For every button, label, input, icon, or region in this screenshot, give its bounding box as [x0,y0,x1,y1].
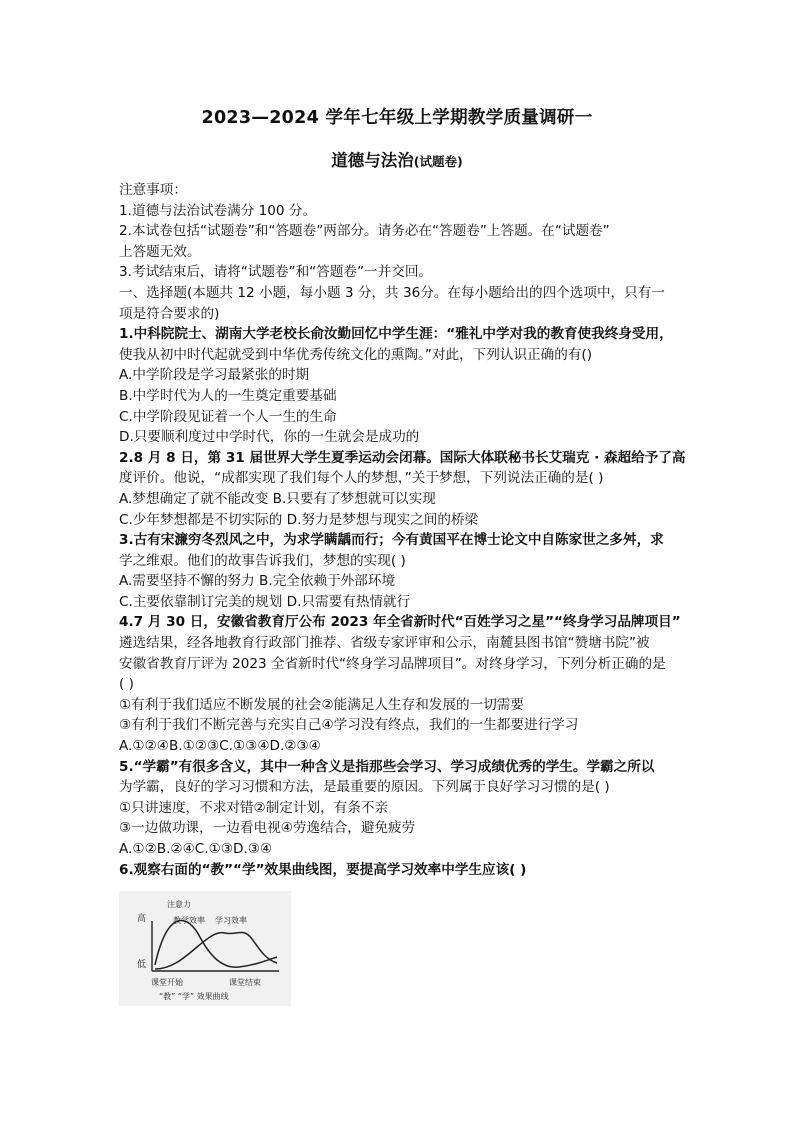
question-1-stem: 使我从初中时代起就受到中华优秀传统文化的熏陶。”对此，下列认识正确的有() [119,346,593,363]
question-3-stem: 学之维艰。他们的故事告诉我们，梦想的实现( ) [119,552,406,569]
question-1-option-c: C.中学阶段见证着一个人一生的生命 [119,408,337,425]
question-3-options-ab: A.需要坚持不懈的努力 B.完全依赖于外部环境 [119,573,396,590]
question-4-stem: 遴选结果，经各地教育行政部门推荐、省级专家评审和公示，南麓县图书馆“赞塘书院”被 [119,635,650,652]
question-6-stem: 6.观察右面的“教”“学”效果曲线图，要提高学习效率中学生应该( ) [119,861,527,878]
question-4-statements: ③有利于我们不断完善与充实自己④学习没有终点，我们的一生都要进行学习 [119,717,579,734]
question-4-stem: 安徽省教育厅评为 2023 全省新时代“终身学习品牌项目”。对终身学习，下列分析正确的是 [119,655,666,672]
subject-note: (试题卷) [413,154,463,169]
question-1-option-b: B.中学时代为人的一生奠定重要基础 [119,387,337,404]
question-3-stem: 3.古有宋濂穷冬烈风之中，为求学瞒龋而行；今有黄国平在博士论文中自陈家世之多舛，求 [119,532,664,549]
question-1-stem: 1.中科院院士、湖南大学老校长俞汝勤回忆中学生涯：“雅礼中学对我的教育使我终身受用， [119,326,673,343]
question-5-stem: 为学霸，良好的学习习惯和方法，是最重要的原因。下列属于良好学习习惯的是( ) [119,779,610,796]
note-item: 2.本试卷包括“试题卷”和“答题卷”两部分。请务必在“答题卷”上答题。在“试题卷” [119,223,610,240]
class-end-label: 课堂结束 [229,978,261,987]
question-2-stem: 2.8 月 8 日，第 31 届世界大学生夏季运动会闭幕。国际大体联秘书长艾瑞克 · 森超给予了高 [119,449,686,466]
section-heading: 一、选择题(本题共 12 小题，每小题 3 分，共 36分。在每小题给出的四个选项中，只有一 [119,284,665,301]
question-4-stem: ( ) [119,676,134,693]
question-5-stem: 5.“学霸”有很多含义，其中一种含义是指那些会学习、学习成绩优秀的学生。学霸之所以 [119,758,655,775]
question-2-options-ab: A.梦想确定了就不能改变 B.只要有了梦想就可以实现 [119,490,436,507]
question-1-option-a: A.中学阶段是学习最紧张的时期 [119,367,310,384]
question-5-statements: ①只讲速度，不求对错②制定计划，有条不亲 [119,799,389,816]
effect-curve-figure [119,891,291,1006]
question-4-statements: ①有利于我们适应不断发展的社会②能满足人生存和发展的一切需要 [119,696,524,713]
exam-body [119,180,691,880]
figure-caption: “教” “学” 效果曲线 [159,992,229,1001]
effect-curve-svg [119,891,291,1006]
y-axis-label: 注意力 [167,900,191,909]
figure-background [119,891,291,1006]
section-heading: 项是符合要求的) [119,305,220,322]
teaching-efficiency-label: 教学效率 [173,916,205,925]
question-3-options-cd: C.主要依靠制订完美的规划 D.只需要有热情就行 [119,593,411,610]
question-1-option-d: D.只要顺利度过中学时代，你的一生就会是成功的 [119,429,420,446]
note-item: 3.考试结束后，请将“试题卷”和“答题卷”一并交回。 [119,264,433,281]
notes-heading: 注意事项： [119,182,187,198]
high-label: 高 [137,914,147,924]
low-label: 低 [137,960,147,970]
exam-title: 2023—2024 学年七年级上学期教学质量调研一 [201,108,593,128]
subject-title [0,147,794,171]
question-4-stem: 4.7 月 30 日，安徽省教育厅公布 2023 年全省新时代“百姓学习之星”“终身学习品牌项目” [119,614,681,631]
question-4-options: A.①②④B.①②③C.①③④D.②③④ [119,738,321,755]
question-2-options-cd: C.少年梦想都是不切实际的 D.努力是梦想与现实之间的桥梁 [119,511,479,528]
note-item: 1.道德与法治试卷满分 100 分。 [119,202,317,219]
learning-efficiency-label: 学习效率 [215,916,247,925]
question-2-stem: 度评价。他说，“成都实现了我们每个人的梦想，”关于梦想，下列说法正确的是( ) [119,470,604,487]
class-start-label: 课堂开始 [151,978,183,987]
question-5-options: A.①②B.②④C.①③D.③④ [119,841,273,857]
note-item: 上答题无效。 [119,243,201,260]
subject-name: 道德与法治 [331,151,414,170]
question-5-statements: ③一边做功课，一边看电视④劳逸结合，避免疲劳 [119,820,416,837]
